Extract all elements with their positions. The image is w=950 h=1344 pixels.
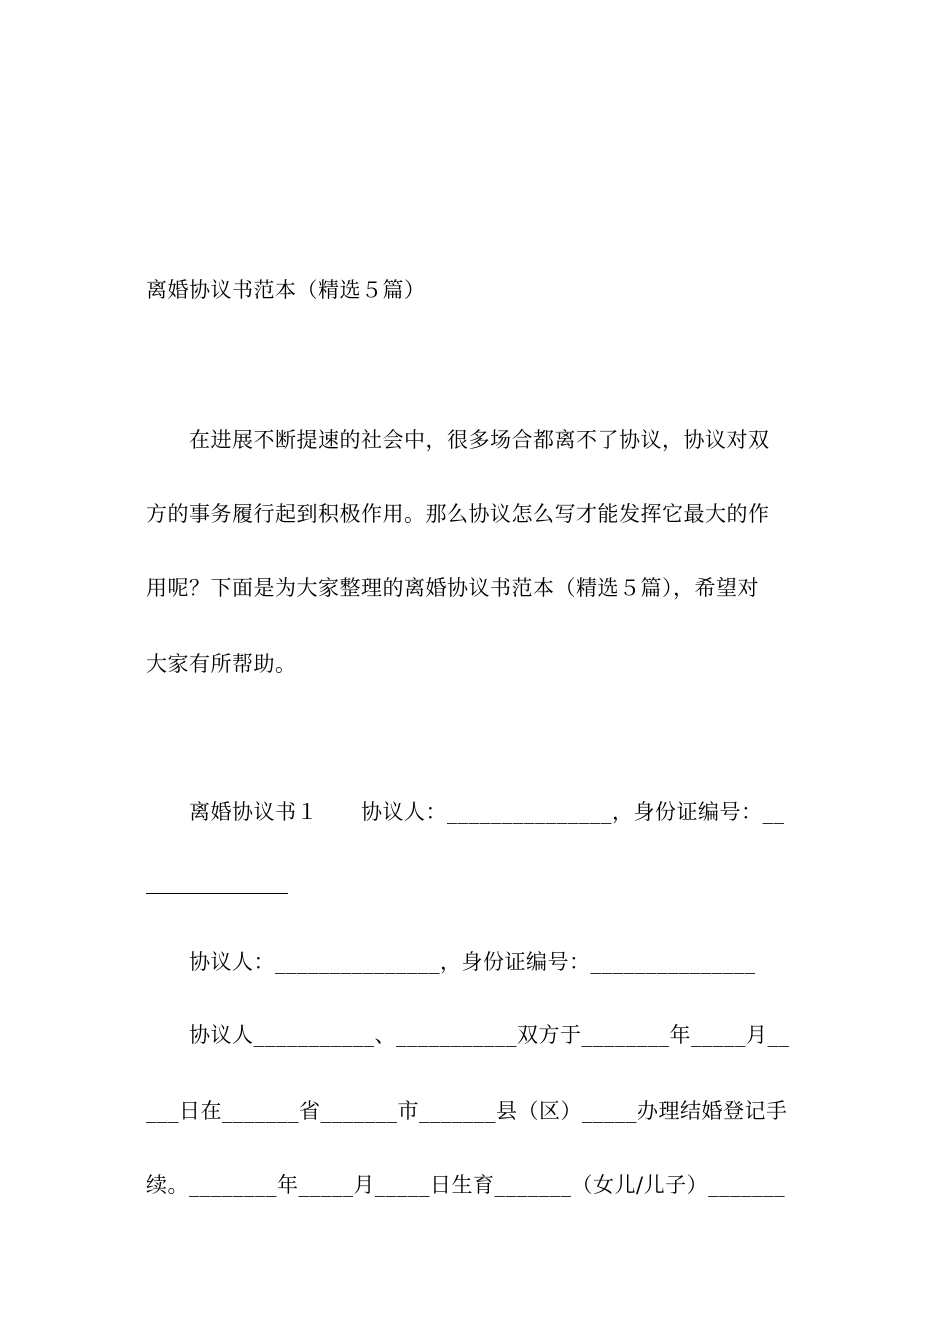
section1-line-2: 协议人：_______________，身份证编号：_______________ bbox=[189, 950, 756, 974]
section1-line-5: 续。________年_____月_____日生育_______（女儿/儿子）_______ bbox=[146, 1173, 786, 1197]
id-number-continuation-underline bbox=[146, 893, 288, 894]
intro-line-4: 大家有所帮助。 bbox=[146, 652, 297, 676]
section1-line-4: ___日在_______省_______市_______县（区）_____办理结婚登记手 bbox=[146, 1099, 788, 1123]
section1-heading-line: 离婚协议书１ 协议人：_______________，身份证编号：__ bbox=[189, 800, 785, 824]
intro-line-2: 方的事务履行起到积极作用。那么协议怎么写才能发挥它最大的作 bbox=[146, 502, 770, 526]
intro-line-1: 在进展不断提速的社会中，很多场合都离不了协议，协议对双 bbox=[189, 428, 770, 452]
intro-line-3: 用呢？下面是为大家整理的离婚协议书范本（精选５篇），希望对 bbox=[146, 576, 759, 600]
section1-line-3: 协议人___________、___________双方于________年_____月__ bbox=[189, 1023, 790, 1047]
document-title: 离婚协议书范本（精选５篇） bbox=[146, 278, 426, 302]
